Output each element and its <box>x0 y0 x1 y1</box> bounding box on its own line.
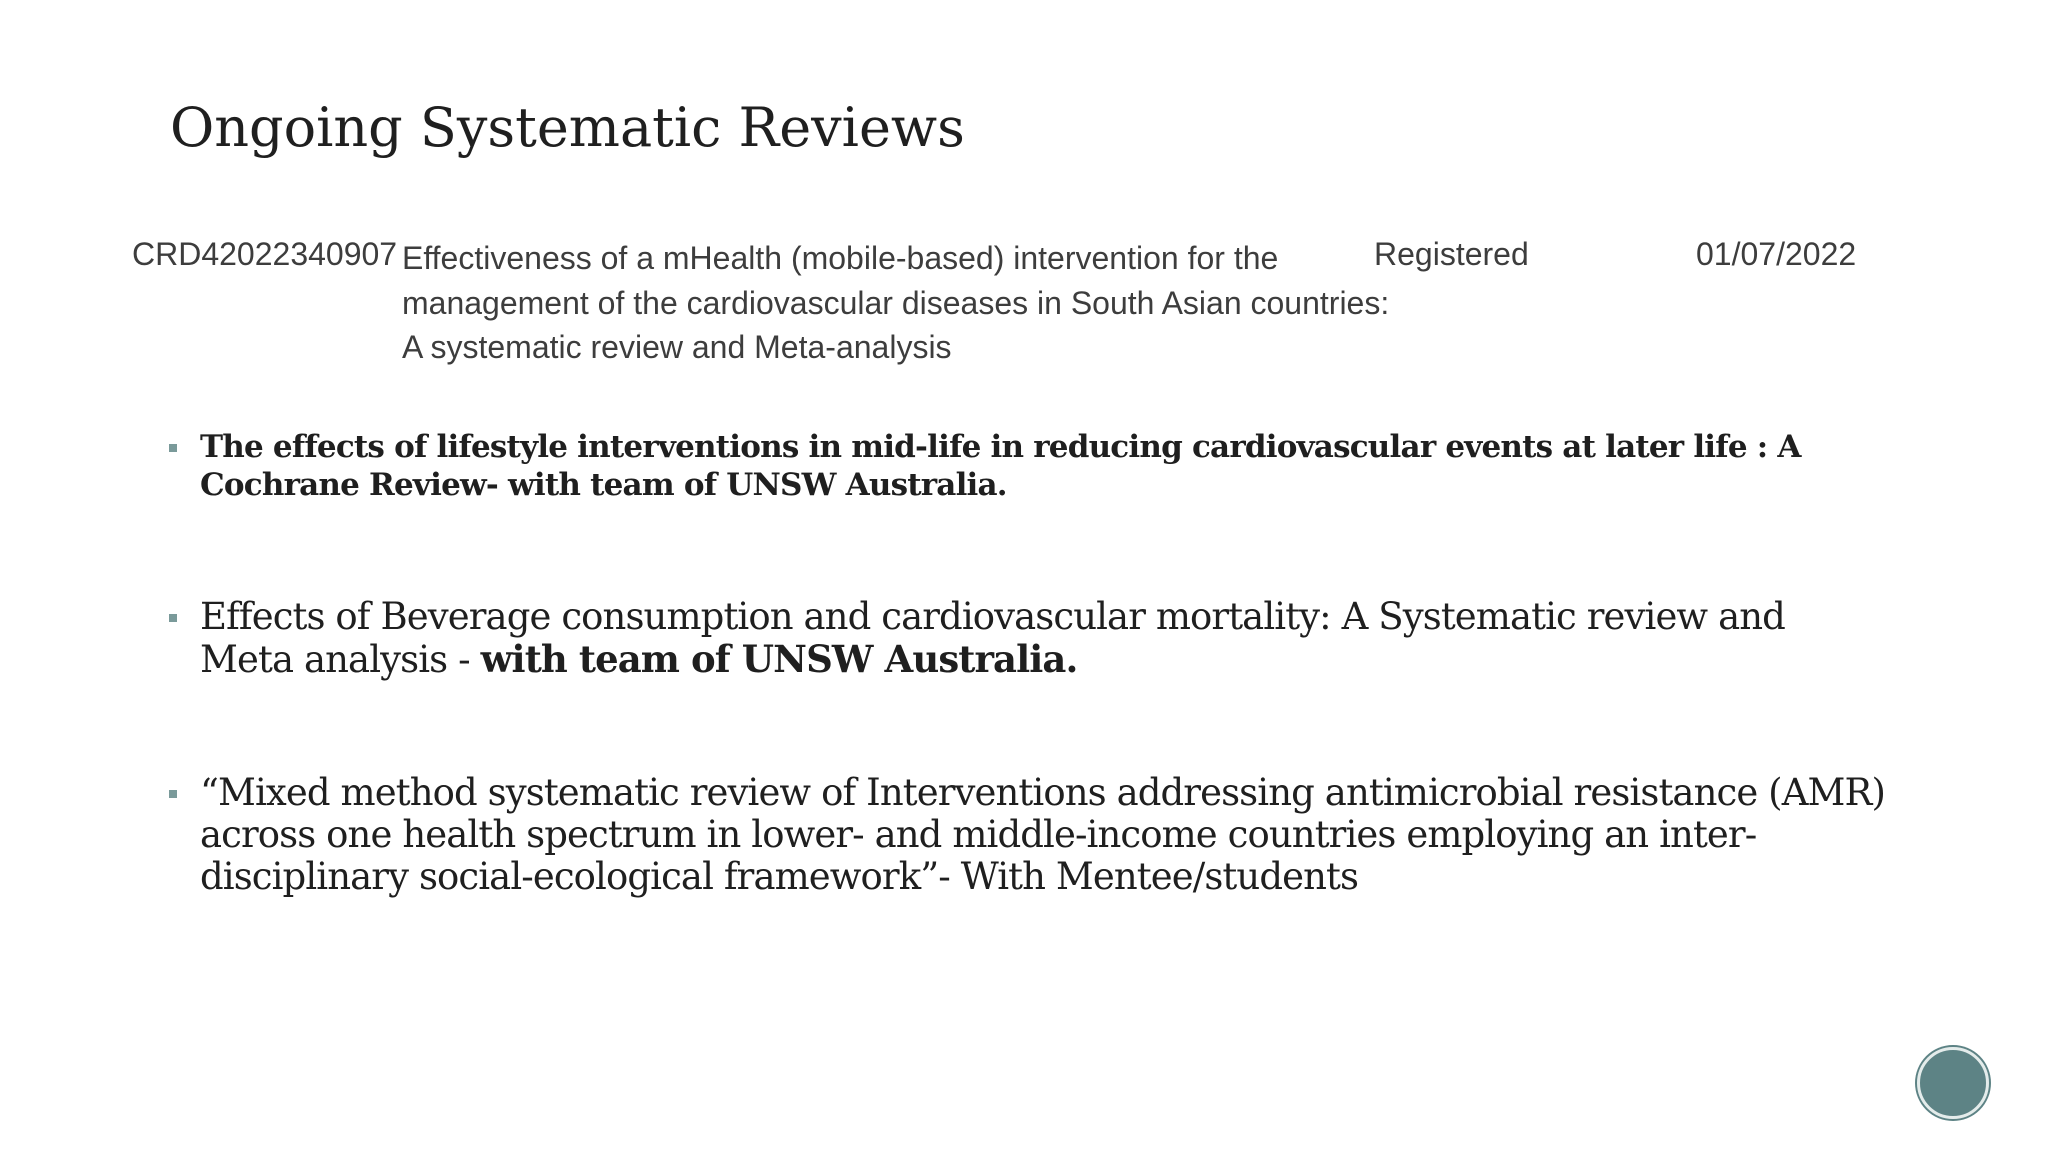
registration-title: Effectiveness of a mHealth (mobile-based) intervention for the management of the cardiovascular diseases in South Asian countries: A systematic review and Meta-analysis <box>402 240 1390 365</box>
slide-title: Ongoing Systematic Reviews <box>170 96 965 159</box>
bullet-square-icon <box>169 614 177 622</box>
bullet-item-beverage-review <box>166 596 1886 681</box>
registration-id: CRD42022340907 <box>132 236 398 272</box>
bullet-text: Effects of Beverage consumption and cardiovascular mortality: A Systematic review and Meta analysis - <box>200 595 1785 681</box>
bullet-emphasis: with team of UNSW Australia. <box>480 637 1078 681</box>
registration-record <box>128 232 1868 372</box>
bullet-text: “Mixed method systematic review of Interventions addressing antimicrobial resistance (AMR) across one health spectrum in lower- and middle-income countries employing an inter-disciplinary social-ecological framework”- With Mentee/students <box>200 771 1886 898</box>
circle-button-icon[interactable] <box>1917 1047 1989 1119</box>
bullet-item-cochrane-review <box>166 428 1886 504</box>
bullet-text: The effects of lifestyle interventions in mid-life in reducing cardiovascular events at later life : A Cochrane Review- with team of UNSW Australia. <box>200 429 1801 503</box>
registration-date: 01/07/2022 <box>1696 236 1857 272</box>
bullet-square-icon <box>169 790 177 798</box>
bullet-square-icon <box>169 444 177 452</box>
registration-status: Registered <box>1374 236 1529 272</box>
bullet-list <box>166 428 1886 898</box>
bullet-item-amr-review <box>166 772 1886 898</box>
